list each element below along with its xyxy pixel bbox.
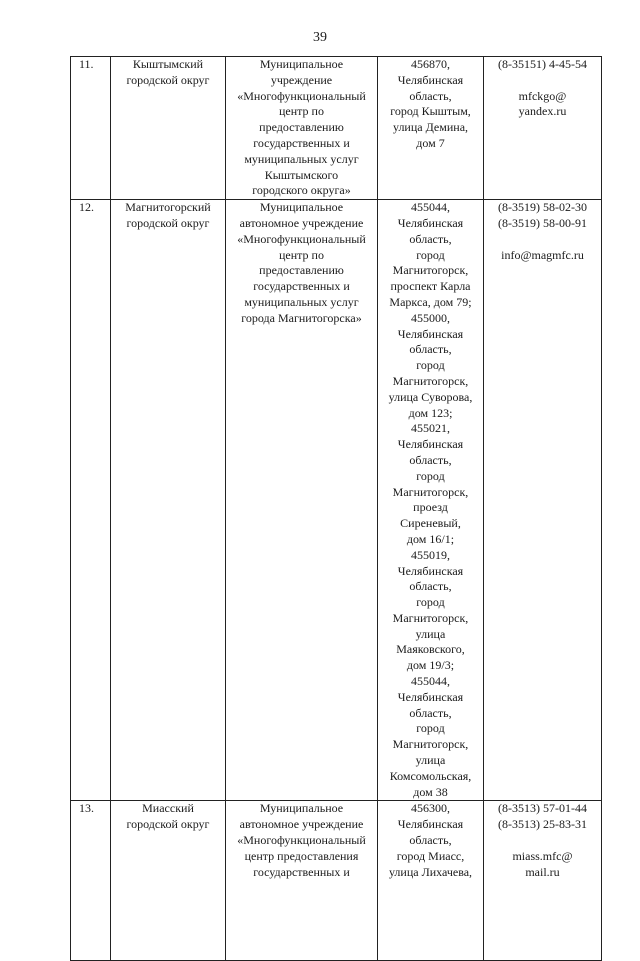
organization-cell [226, 801, 378, 961]
address-line: Магнитогорск, [392, 737, 469, 752]
email-line: info@magmfc.ru [501, 247, 584, 262]
address-line: Челябинская [397, 689, 464, 704]
address-cell [378, 57, 484, 200]
address-line: город [416, 721, 445, 736]
phone-line: (8-3519) 58-02-30 [498, 200, 587, 215]
organization-line: государственных и [253, 279, 350, 294]
organization-cell [226, 200, 378, 801]
phone-line: (8-3513) 57-01-44 [498, 801, 587, 816]
contact-spacer [486, 73, 599, 89]
address-line: область, [409, 833, 452, 848]
district-line: Кыштымский [132, 57, 204, 71]
contact-spacer [486, 232, 599, 248]
organization-line: автономное учреждение [239, 215, 364, 230]
organization-line: государственных и [253, 135, 350, 150]
organization-line: автономное учреждение [239, 817, 364, 832]
row-number-cell [71, 801, 111, 961]
address-line: дом 123; [408, 405, 453, 420]
contact-cell [484, 200, 602, 801]
address-line: улица [415, 626, 446, 641]
table-row [71, 200, 602, 801]
district-line: Магнитогорский [125, 200, 211, 215]
address-line: область, [409, 579, 452, 594]
address-line: Сиреневый, [400, 516, 461, 531]
organization-line: центр по [279, 247, 324, 262]
address-line: Челябинская [397, 817, 464, 832]
email-line: miass.mfc@ [512, 848, 573, 863]
address-line: Челябинская [397, 72, 464, 87]
district-cell [111, 200, 226, 801]
address-line: город [416, 358, 445, 373]
address-line: город [416, 247, 445, 262]
district-cell [111, 801, 226, 961]
address-line: дом 7 [416, 135, 445, 150]
organization-line: предоставлению [259, 120, 344, 135]
address-line: Маяковского, [396, 642, 465, 657]
phone-line: (8-3513) 25-83-31 [498, 817, 587, 832]
address-line: улица [415, 753, 446, 768]
organization-line: «Многофункциональный [237, 833, 366, 848]
address-line: 455021, [411, 421, 450, 436]
district-line: городской округ [126, 72, 210, 87]
address-line: город [416, 595, 445, 610]
address-line: дом 16/1; [406, 531, 455, 546]
address-line: Челябинская [397, 215, 464, 230]
address-line: дом 38 [413, 784, 448, 799]
address-line: 455019, [411, 547, 450, 562]
organization-line: государственных и [253, 864, 350, 879]
address-line: улица Суворова, [388, 389, 473, 404]
organization-line: Кыштымского [264, 167, 339, 182]
address-line: город Кыштым, [390, 104, 471, 119]
organization-line: муниципальных услуг [244, 151, 359, 166]
row-number: 11. [79, 57, 94, 71]
address-line: проезд [413, 500, 448, 515]
organization-line: городского округа» [252, 183, 351, 198]
page-number: 39 [313, 30, 327, 45]
email-line: mfckgo@ [518, 88, 567, 103]
organization-line: центр предоставления [244, 848, 359, 863]
contact-cell [484, 801, 602, 961]
organization-line: учреждение [270, 72, 333, 87]
address-line: улица Лихачева, [388, 864, 473, 879]
address-cell [378, 801, 484, 961]
organization-line: центр по [279, 104, 324, 119]
organization-line: города Магнитогорска» [241, 310, 362, 325]
address-line: город [416, 468, 445, 483]
row-number-cell [71, 200, 111, 801]
address-line: город Миасс, [396, 848, 465, 863]
district-cell [111, 57, 226, 200]
address-line: проспект Карла [390, 279, 471, 294]
address-line: 456300, [411, 801, 450, 816]
address-line: Челябинская [397, 326, 464, 341]
organization-line: предоставлению [259, 263, 344, 278]
district-line: городской округ [126, 817, 210, 832]
address-line: 455000, [411, 310, 450, 325]
table-body [71, 57, 602, 961]
phone-line: (8-3519) 58-00-91 [498, 215, 587, 230]
district-line: Миасский [142, 801, 194, 816]
organization-line: «Многофункциональный [237, 231, 366, 246]
table-row [71, 57, 602, 200]
table-row [71, 801, 602, 961]
email-line: yandex.ru [518, 104, 567, 119]
email-line: mail.ru [525, 864, 560, 879]
address-line: Магнитогорск, [392, 610, 469, 625]
organization-line: «Многофункциональный [237, 88, 366, 103]
address-line: Челябинская [397, 563, 464, 578]
organization-line: Муниципальное [259, 57, 344, 71]
district-line: городской округ [126, 215, 210, 230]
row-number: 13. [79, 801, 94, 816]
row-number: 12. [79, 200, 94, 215]
row-number-cell [71, 57, 111, 200]
address-line: область, [409, 231, 452, 246]
address-line: Маркса, дом 79; [389, 294, 472, 309]
mfc-registry-table [70, 56, 602, 961]
address-line: дом 19/3; [406, 658, 455, 673]
address-line: 456870, [411, 57, 450, 71]
address-line: Магнитогорск, [392, 263, 469, 278]
address-line: область, [409, 342, 452, 357]
address-line: 455044, [411, 674, 450, 689]
address-line: Магнитогорск, [392, 373, 469, 388]
contact-spacer [486, 833, 599, 849]
address-line: область, [409, 452, 452, 467]
address-line: область, [409, 88, 452, 103]
address-line: 455044, [411, 200, 450, 215]
phone-line: (8-35151) 4-45-54 [498, 57, 587, 71]
address-line: Магнитогорск, [392, 484, 469, 499]
address-line: Комсомольская, [389, 768, 472, 783]
address-line: Челябинская [397, 437, 464, 452]
organization-line: Муниципальное [259, 801, 344, 816]
contact-cell [484, 57, 602, 200]
address-cell [378, 200, 484, 801]
organization-line: Муниципальное [259, 200, 344, 215]
organization-cell [226, 57, 378, 200]
address-line: улица Демина, [392, 120, 469, 135]
address-line: область, [409, 705, 452, 720]
organization-line: муниципальных услуг [244, 294, 359, 309]
